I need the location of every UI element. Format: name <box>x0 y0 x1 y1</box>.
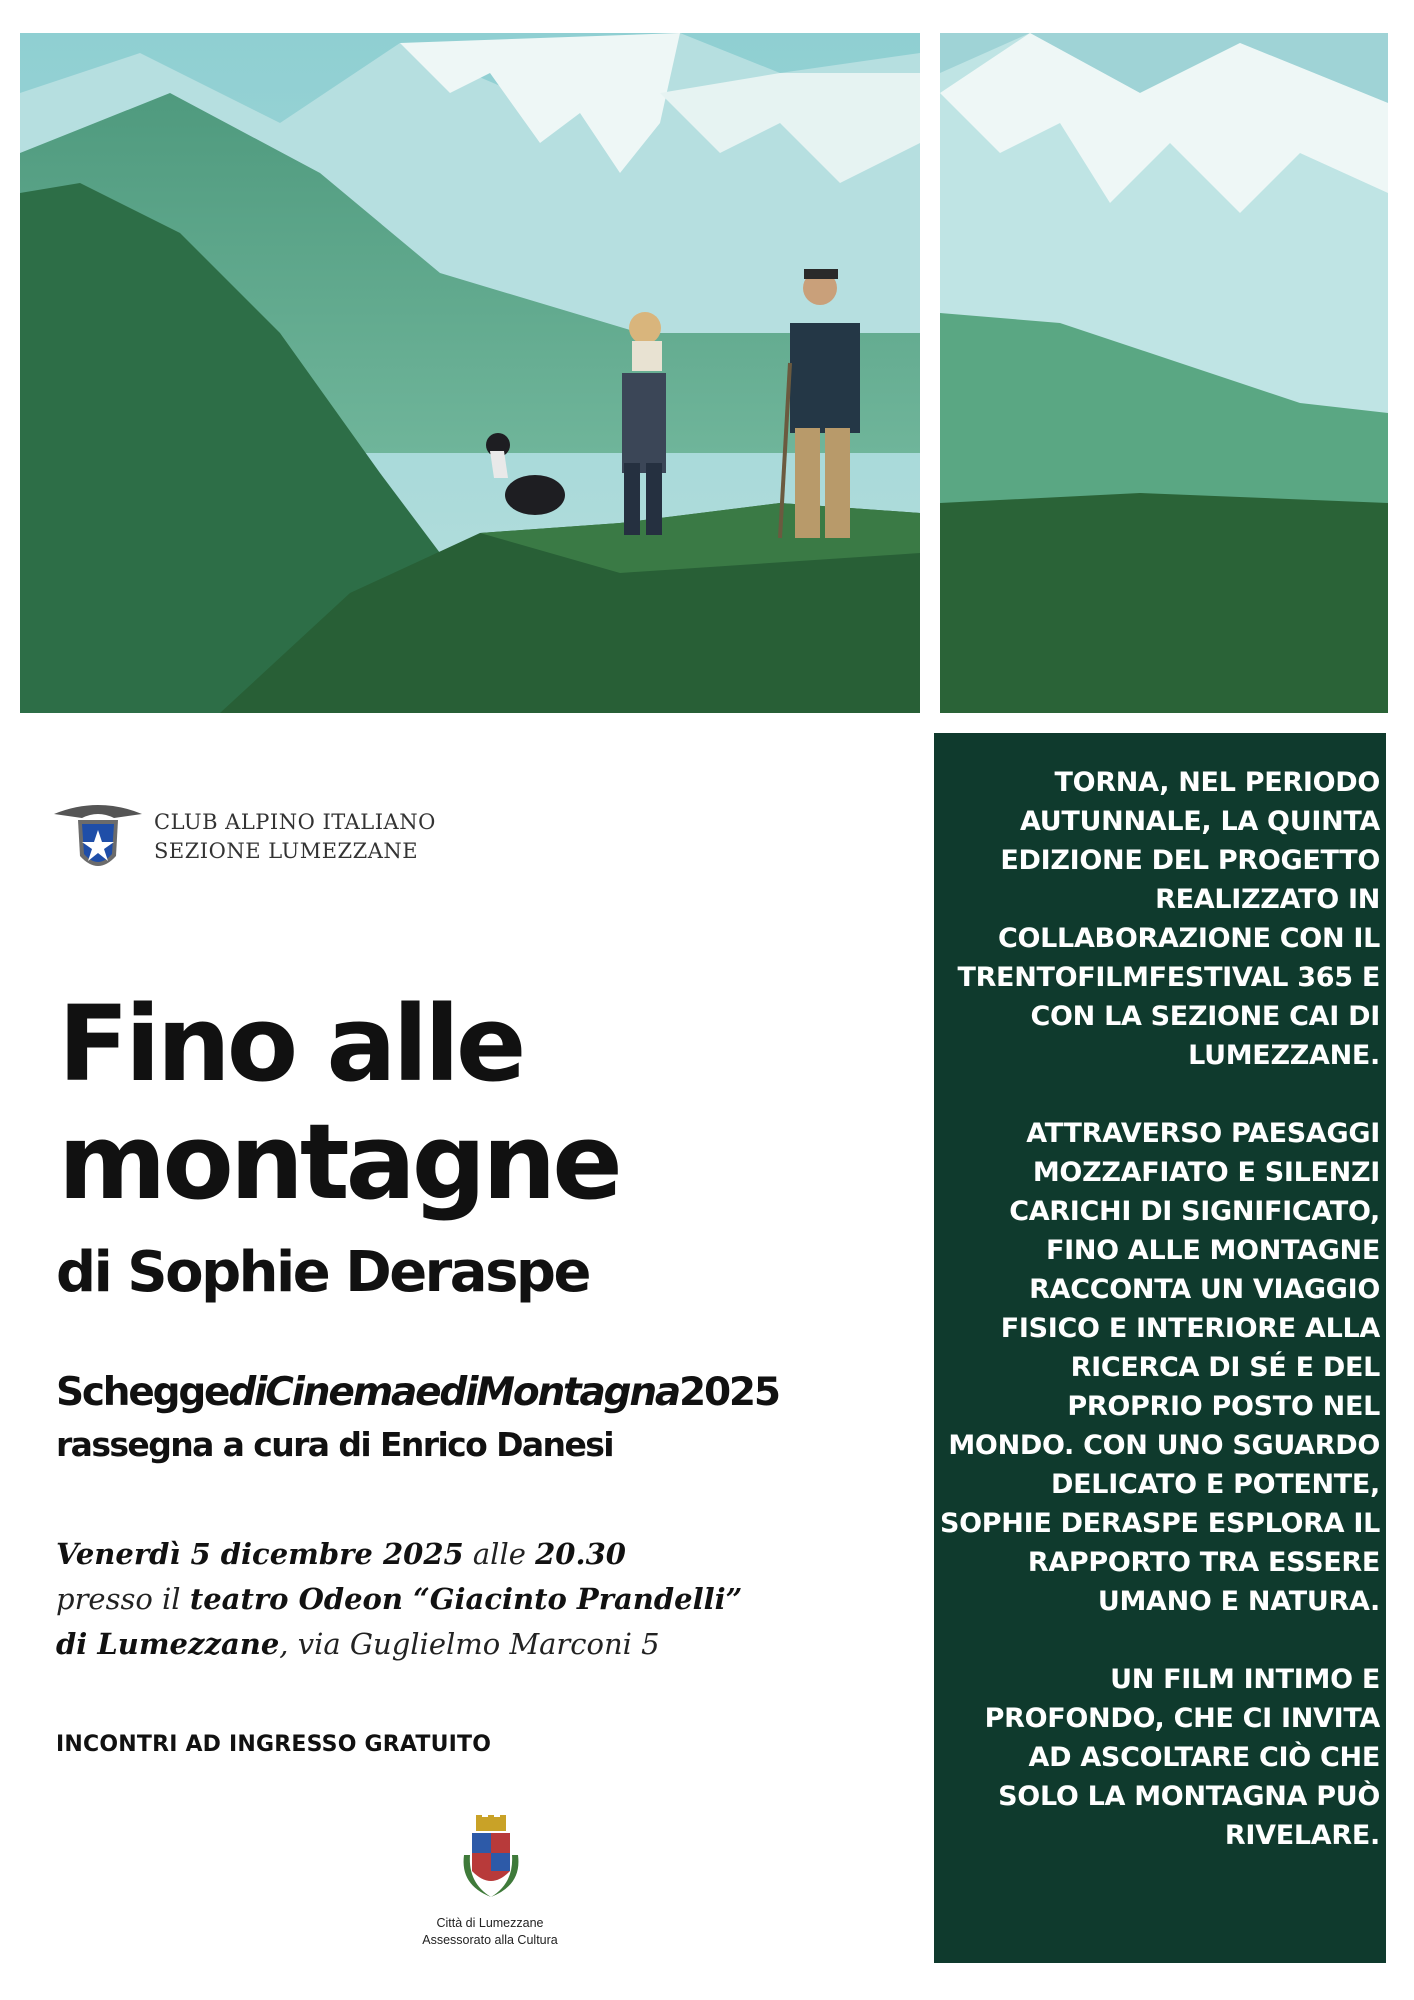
series-title-part3: 2025 <box>679 1370 779 1415</box>
city-name: Città di Lumezzane <box>436 1916 544 1930</box>
film-still-left <box>20 33 920 713</box>
city-footer <box>340 1915 640 1949</box>
cai-eagle-shield-icon <box>52 800 144 878</box>
series-title <box>56 1370 779 1415</box>
film-title-line2: montagne <box>58 1101 619 1223</box>
panel-paragraph-2: ATTRAVERSO PAESAGGI MOZZAFIATO E SILENZI CARICHI DI SIGNIFICATO, FINO ALLE MONTAGNE RACCONTA UN VIAGGIO FISICO E INTERIORE ALLA RICERCA DI SÉ E DEL PROPRIO POSTO NEL MONDO. CON UNO SGUARDO DELICATO E POTENTE, SOPHIE DERASPE ESPLORA IL RAPPORTO TRA ESSERE UMANO E NATURA. <box>940 1118 1381 1617</box>
org-section: SEZIONE LUMEZZANE <box>154 839 419 863</box>
admission-note: INCONTRI AD INGRESSO GRATUITO <box>56 1732 492 1757</box>
city-department: Assessorato alla Cultura <box>422 1933 558 1947</box>
panel-paragraph-1: TORNA, NEL PERIODO AUTUNNALE, LA QUINTA EDIZIONE DEL PROGETTO REALIZZATO IN COLLABORAZIONE CON IL TRENTOFILMFESTIVAL 365 E CON LA SEZIONE CAI DI LUMEZZANE. <box>957 767 1380 1071</box>
city-crest-icon <box>458 1815 524 1905</box>
series-title-part1: Schegge <box>56 1370 229 1415</box>
panel-paragraph-3: UN FILM INTIMO E PROFONDO, CHE CI INVITA AD ASCOLTARE CIÒ CHE SOLO LA MONTAGNA PUÒ RIVELARE. <box>984 1664 1380 1851</box>
event-address: , via Guglielmo Marconi 5 <box>279 1627 660 1661</box>
film-title-line1: Fino alle <box>58 983 523 1105</box>
film-still-right <box>940 33 1388 713</box>
description-panel <box>934 733 1386 1963</box>
event-date: Venerdì 5 dicembre 2025 <box>56 1537 464 1571</box>
event-details <box>56 1532 742 1667</box>
event-city: di Lumezzane <box>56 1627 280 1661</box>
org-name: CLUB ALPINO ITALIANO <box>154 810 436 834</box>
event-at: alle <box>463 1537 536 1571</box>
film-title <box>58 985 878 1221</box>
event-presso: presso il <box>56 1582 190 1616</box>
film-director: di Sophie Deraspe <box>56 1240 589 1305</box>
series-curator: rassegna a cura di Enrico Danesi <box>56 1425 613 1464</box>
cai-header <box>52 800 472 880</box>
event-time: 20.30 <box>535 1537 626 1571</box>
series-title-part2: diCinemaediMontagna <box>228 1370 680 1415</box>
event-venue: teatro Odeon “Giacinto Prandelli” <box>189 1582 743 1616</box>
